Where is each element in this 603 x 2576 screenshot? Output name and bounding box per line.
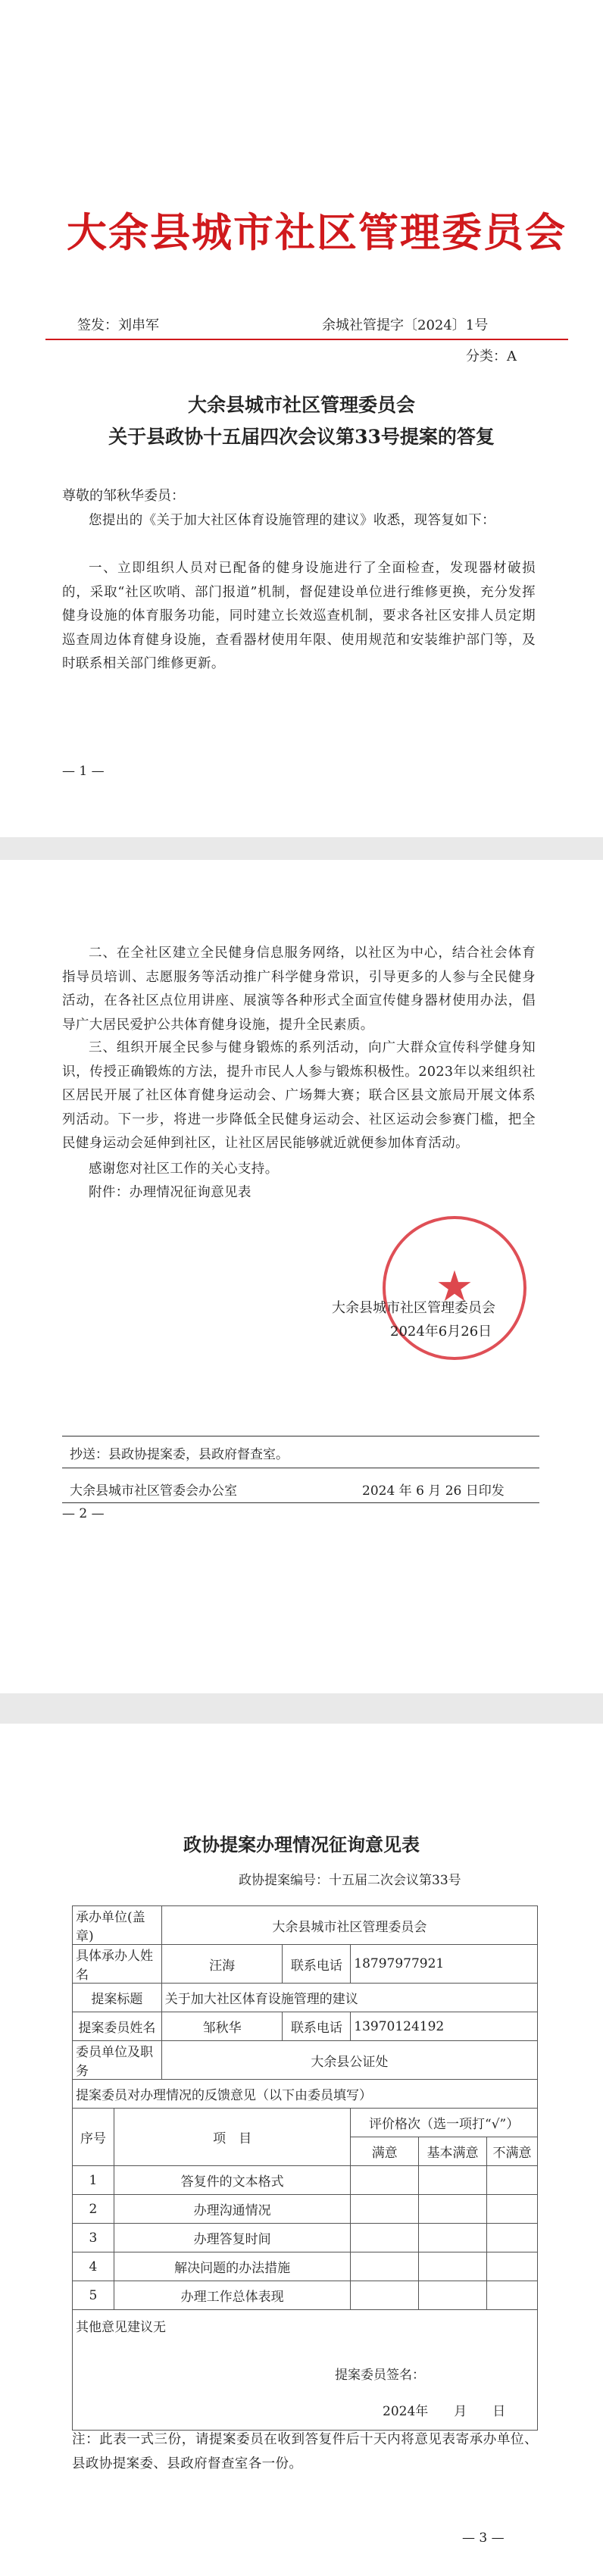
item-no: 1 [73,2166,114,2195]
table-row [73,1906,538,1945]
check-cell[interactable] [351,2281,419,2310]
proposal-number: 政协提案编号：十五届二次会议第33号 [239,1873,461,1888]
check-cell[interactable] [487,2224,538,2252]
page-number: — 1 — [62,764,105,779]
handler-phone-label: 联系电话 [283,1945,351,1984]
table-row [73,2012,538,2041]
table-row [73,2166,538,2195]
signature-date: 2024年 月 日 [383,2404,506,2419]
check-cell[interactable] [351,2224,419,2252]
red-divider [45,339,568,340]
form-note: 注：此表一式三份，请提案委员在收到答复件后十天内将意见表寄承办单位、县政协提案委、县政府督查室各一份。 [72,2432,538,2471]
check-cell[interactable] [487,2281,538,2310]
handler-phone: 18797977921 [351,1945,538,1984]
table-row [73,2281,538,2310]
col-eval-header: 评价格次（选一项打“√”） [351,2109,538,2137]
handler-name: 汪海 [161,1945,283,1984]
member-name: 邹秋华 [161,2012,283,2041]
eval-satisfied: 满意 [351,2137,419,2166]
handler-label: 具体承办人姓名 [73,1945,162,1984]
letterhead: 大余县城市社区管理委员会 [67,209,567,256]
signer: 签发：刘串军 [77,317,159,333]
table-row [73,2195,538,2224]
intro-paragraph: 您提出的《关于加大社区体育设施管理的建议》收悉，现答复如下： [89,513,495,528]
page-2 [0,860,603,1693]
issuing-office: 大余县城市社区管委会办公室 [70,1483,237,1499]
page-3 [0,1724,603,2576]
reply-title-line2: 关于县政协十五届四次会议第33号提案的答复 [108,426,495,448]
table-row [73,2041,538,2080]
member-phone: 13970124192 [351,2012,538,2041]
check-cell[interactable] [487,2252,538,2281]
check-cell[interactable] [351,2252,419,2281]
table-row [73,2252,538,2281]
member-signature-label: 提案委员签名： [335,2368,425,2383]
check-cell[interactable] [487,2166,538,2195]
check-cell[interactable] [351,2166,419,2195]
salutation: 尊敬的邹秋华委员： [62,488,185,504]
topic-value: 关于加大社区体育设施管理的建议 [161,1984,537,2012]
page-number: — 2 — [62,1506,105,1521]
feedback-form-table [72,1905,538,2431]
reply-title-line1: 大余县城市社区管理委员会 [187,394,415,416]
cc-line: 抄送：县政协提案委，县政府督查室。 [70,1447,289,1462]
check-cell[interactable] [419,2166,487,2195]
sign-org: 大余县城市社区管理委员会 [332,1300,495,1316]
table-header-row [73,2109,538,2137]
item-label: 解决问题的办法措施 [114,2252,350,2281]
check-cell[interactable] [351,2195,419,2224]
table-row [73,2080,538,2109]
item-no: 4 [73,2252,114,2281]
attachment: 附件：办理情况征询意见表 [89,1185,252,1200]
office-bottom-rule [62,1502,539,1503]
item-label: 办理工作总体表现 [114,2281,350,2310]
item-label: 答复件的文本格式 [114,2166,350,2195]
page-1 [0,0,603,837]
check-cell[interactable] [419,2252,487,2281]
table-row [73,2224,538,2252]
member-label: 提案委员姓名 [73,2012,162,2041]
topic-label: 提案标题 [73,1984,162,2012]
col-item-header: 项 目 [114,2109,350,2166]
point-one: 一、立即组织人员对已配备的健身设施进行了全面检查，发现器材破损的，采取“社区吹哨、部门报道”机制，督促建设单位进行维修更换，充分发挥健身设施的体育服务功能，同时建立长效巡查机制，要求各社区安排人员定期巡查周边体育健身设施，查看器材使用年限、使用规范和安装维护部门等，及时联系相关部门维修更新。 [62,561,536,671]
table-row [73,1945,538,1984]
check-cell[interactable] [419,2224,487,2252]
seal-star-icon: ★ [435,1262,474,1311]
point-three: 三、组织开展全民参与健身锻炼的系列活动，向广大群众宣传科学健身知识，传授正确锻炼的方法，提升市民人人参与锻炼积极性。2023年以来组织社区居民开展了社区体育健身运动会、广场舞大赛；联合区县文旅局开展文体系列活动。下一步，将进一步降低全民健身运动会、社区运动会参赛门槛，把全民健身运动会延伸到社区，让社区居民能够就近就便参加体育活动。 [62,1040,536,1151]
item-no: 3 [73,2224,114,2252]
org-label: 承办单位(盖章) [73,1906,162,1945]
item-no: 2 [73,2195,114,2224]
item-label: 办理答复时间 [114,2224,350,2252]
check-cell[interactable] [419,2281,487,2310]
category: 分类：A [466,349,517,364]
item-label: 办理沟通情况 [114,2195,350,2224]
thanks: 感谢您对社区工作的关心支持。 [89,1161,279,1177]
item-no: 5 [73,2281,114,2310]
org-value: 大余县城市社区管理委员会 [161,1906,537,1945]
other-comments[interactable]: 其他意见建议无 [73,2310,538,2431]
print-date: 2024 年 6 月 26 日印发 [362,1483,505,1499]
col-no-header: 序号 [73,2109,114,2166]
point-two: 二、在全社区建立全民健身信息服务网络，以社区为中心，结合社会体育指导员培训、志愿服务等活动推广科学健身常识，引导更多的人参与全民健身活动，在各社区点位用讲座、展演等各种形式全面宣传健身器材使用办法，倡导广大居民爱护公共体育健身设施，提升全民素质。 [62,946,536,1033]
check-cell[interactable] [419,2195,487,2224]
unit-value: 大余县公证处 [161,2041,537,2080]
eval-unsatisfied: 不满意 [487,2137,538,2166]
doc-number: 余城社管提字〔2024〕1号 [322,317,489,333]
table-row [73,1984,538,2012]
member-phone-label: 联系电话 [283,2012,351,2041]
feedback-header: 提案委员对办理情况的反馈意见（以下由委员填写） [73,2080,538,2109]
check-cell[interactable] [487,2195,538,2224]
eval-basic: 基本满意 [419,2137,487,2166]
page-number: — 3 — [462,2531,505,2546]
form-title: 政协提案办理情况征询意见表 [183,1834,420,1855]
sign-date: 2024年6月26日 [390,1324,492,1340]
unit-label: 委员单位及职务 [73,2041,162,2080]
